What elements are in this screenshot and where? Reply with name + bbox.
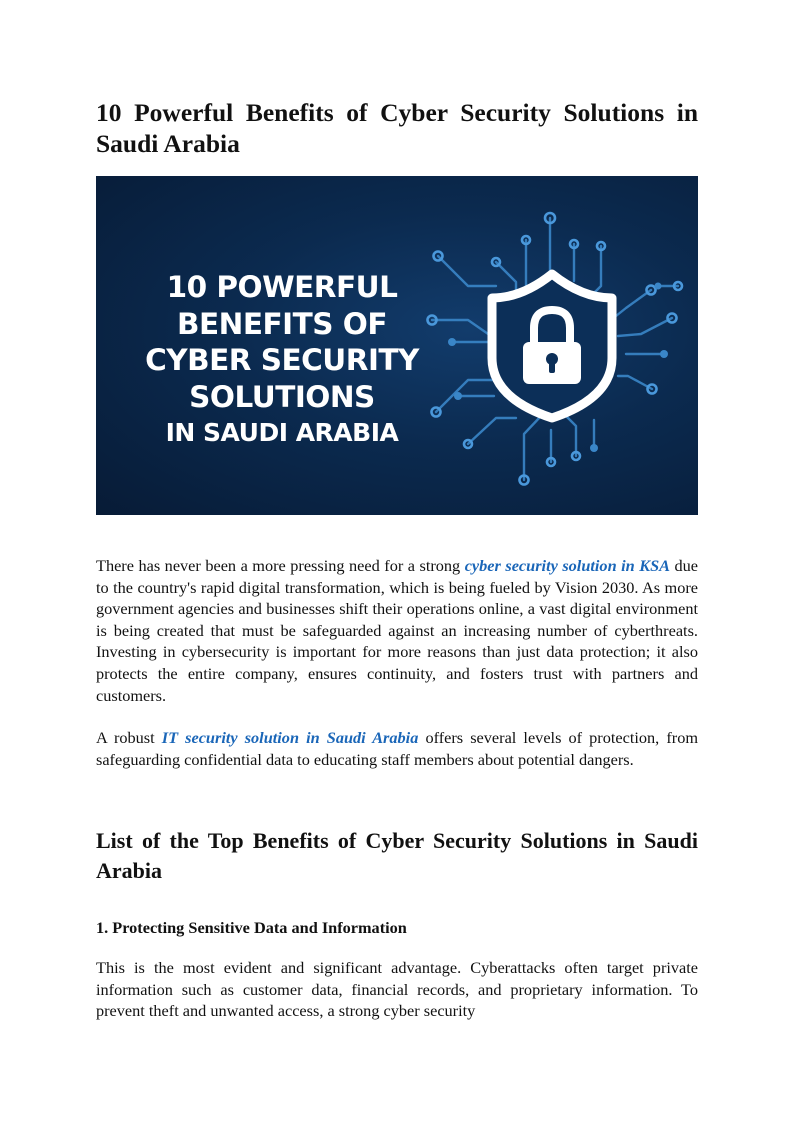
hero-line: BENEFITS OF	[177, 306, 387, 341]
intro-paragraph	[96, 555, 698, 706]
page-title: 10 Powerful Benefits of Cyber Security Solutions in Saudi Arabia	[96, 98, 698, 158]
hero-line: IN SAUDI ARABIA	[165, 418, 399, 447]
second-text-end: offers several levels of protection, from safeguarding confidential data to educating staff members about potential dangers.	[96, 728, 698, 769]
hero-line: SOLUTIONS	[189, 379, 375, 414]
hero-banner	[96, 176, 698, 515]
benefit-1-body: This is the most evident and significant advantage. Cyberattacks often target private information such as customer data, financial records, and proprietary information. To prevent theft and unwanted access, a strong cyber security	[96, 958, 698, 1021]
hero-line: CYBER SECURITY	[145, 343, 419, 377]
it-security-solution-link[interactable]: IT security solution in Saudi Arabia	[161, 728, 419, 747]
second-paragraph	[96, 727, 698, 770]
hero-line: 10 POWERFUL	[166, 270, 398, 304]
hero-title	[132, 269, 432, 452]
benefit-1-heading: 1. Protecting Sensitive Data and Information	[96, 918, 407, 937]
cyber-security-solution-link[interactable]: cyber security solution in KSA	[464, 556, 670, 575]
second-text-start: A robust	[96, 728, 162, 747]
intro-text-start: There has never been a more pressing need for a strong	[96, 556, 465, 575]
intro-text-end: due to the country's rapid digital transformation, which is being fueled by Vision 2030. As more government agencies and businesses shift their operations online, a vast digital environment is being created that must be safeguarded against an increasing number of cyberthreats. Investing in cybersecurity is important for more reasons than just data protection; it also protects the entire company, ensures continuity, and fosters trust with partners and customers.	[96, 556, 698, 705]
list-heading: List of the Top Benefits of Cyber Security Solutions in Saudi Arabia	[96, 828, 698, 883]
shield-lock-icon	[492, 274, 612, 418]
